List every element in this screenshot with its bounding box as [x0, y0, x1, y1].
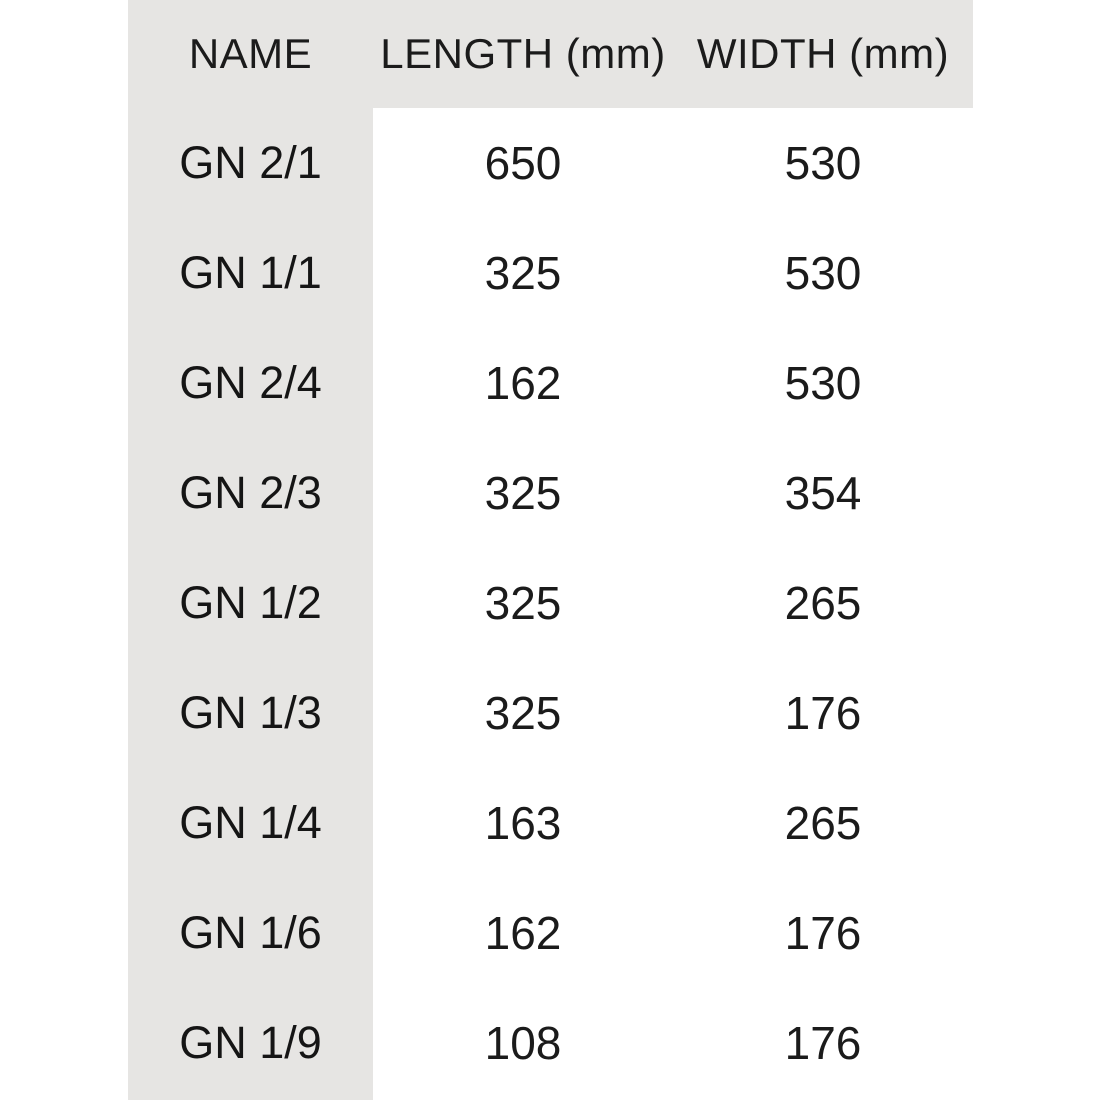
- cell-length: 325: [484, 247, 562, 299]
- cell-name: GN 2/4: [179, 357, 322, 408]
- cell-length: 325: [484, 687, 562, 739]
- cell-length: 325: [484, 577, 562, 629]
- table-row: [128, 658, 973, 768]
- cell-name: GN 2/1: [179, 137, 322, 188]
- cell-width: 530: [784, 137, 862, 189]
- cell-name: GN 1/2: [179, 577, 322, 628]
- cell-length: 108: [484, 1017, 562, 1069]
- table-row: [128, 108, 973, 218]
- cell-width: 530: [784, 357, 862, 409]
- column-header-width: WIDTH (mm): [696, 30, 950, 77]
- cell-length: 650: [484, 137, 562, 189]
- cell-width: 265: [784, 577, 862, 629]
- cell-name: GN 1/6: [179, 907, 322, 958]
- table-row: [128, 768, 973, 878]
- cell-name: GN 1/4: [179, 797, 322, 848]
- table-header-row: [128, 0, 973, 108]
- cell-width: 354: [784, 467, 862, 519]
- table-row: [128, 218, 973, 328]
- specification-table: [128, 0, 973, 1098]
- cell-width: 176: [784, 1017, 862, 1069]
- table-row: [128, 548, 973, 658]
- table-row: [128, 988, 973, 1098]
- cell-width: 530: [784, 247, 862, 299]
- cell-name: GN 2/3: [179, 467, 322, 518]
- table-row: [128, 438, 973, 548]
- cell-length: 325: [484, 467, 562, 519]
- cell-name: GN 1/3: [179, 687, 322, 738]
- column-header-length: LENGTH (mm): [380, 30, 666, 77]
- table-header: [128, 0, 973, 108]
- cell-name: GN 1/1: [179, 247, 322, 298]
- cell-length: 163: [484, 797, 562, 849]
- cell-length: 162: [484, 907, 562, 959]
- cell-width: 176: [784, 907, 862, 959]
- table-row: [128, 878, 973, 988]
- table-body: [128, 108, 973, 1098]
- cell-width: 265: [784, 797, 862, 849]
- cell-length: 162: [484, 357, 562, 409]
- cell-width: 176: [784, 687, 862, 739]
- cell-name: GN 1/9: [179, 1017, 322, 1068]
- table-row: [128, 328, 973, 438]
- column-header-name: NAME: [188, 30, 313, 77]
